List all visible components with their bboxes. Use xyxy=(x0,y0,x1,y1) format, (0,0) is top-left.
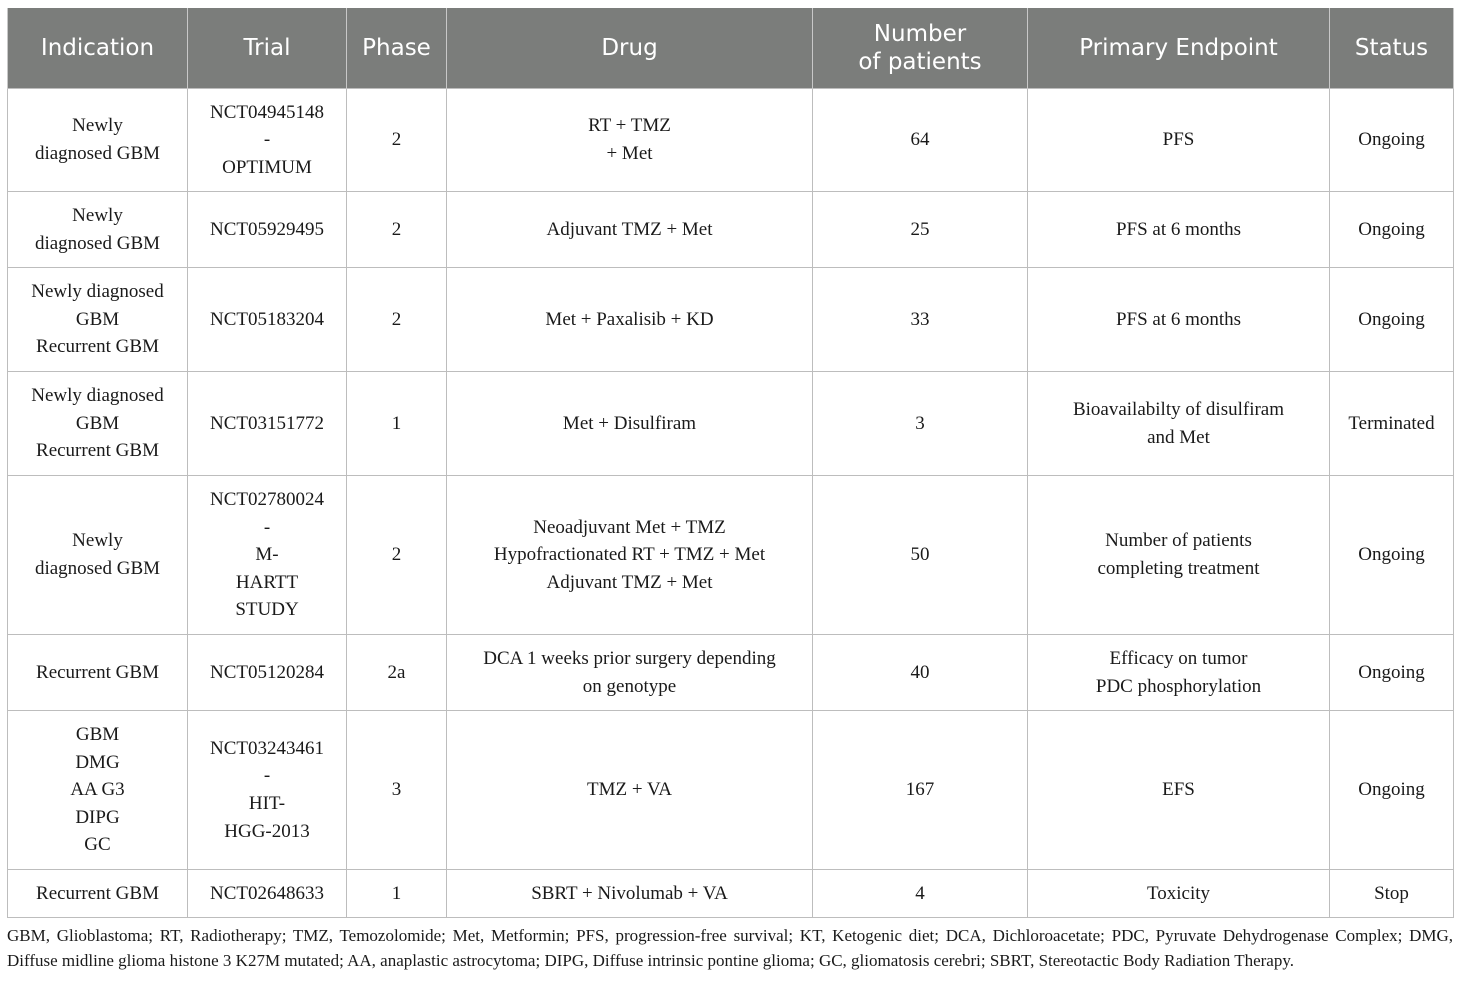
header-label-line: Primary Endpoint xyxy=(1079,35,1278,61)
cell-text-line: Efficacy on tumor xyxy=(1109,647,1248,669)
table-row xyxy=(8,372,1454,476)
cell-status xyxy=(1330,711,1454,870)
cell-trial xyxy=(188,372,347,476)
cell-text-line: Recurrent GBM xyxy=(36,882,159,904)
cell-endpoint xyxy=(1028,192,1330,268)
cell-indication xyxy=(8,192,188,268)
cell-text-line: Newly xyxy=(72,530,123,552)
header-label-line: Phase xyxy=(362,35,431,61)
cell-patients xyxy=(813,711,1028,870)
cell-text-line: 1 xyxy=(391,412,402,434)
cell-text-line: GBM xyxy=(75,308,120,330)
cell-text-line: Bioavailabilty of disulfiram xyxy=(1072,398,1285,420)
cell-text-line: Stop xyxy=(1374,882,1409,904)
table-row xyxy=(8,89,1454,192)
cell-text-line: NCT05183204 xyxy=(210,308,324,330)
cell-text-line: 2 xyxy=(391,308,402,330)
cell-text-line: TMZ + VA xyxy=(587,779,672,801)
cell-patients xyxy=(813,870,1028,918)
cell-indication xyxy=(8,476,188,635)
cell-status xyxy=(1330,192,1454,268)
table-header-row xyxy=(8,8,1454,89)
cell-text-line: 50 xyxy=(910,544,930,566)
cell-text-line: 25 xyxy=(910,218,930,240)
cell-text-line: on genotype xyxy=(582,675,677,697)
clinical-trials-table xyxy=(7,8,1454,918)
table-row xyxy=(8,635,1454,711)
cell-status xyxy=(1330,635,1454,711)
cell-text-line: Adjuvant TMZ + Met xyxy=(546,571,713,593)
cell-text-line: HGG-2013 xyxy=(224,820,310,842)
cell-text-line: Recurrent GBM xyxy=(36,440,159,462)
cell-text-line: DMG xyxy=(75,751,120,773)
cell-trial xyxy=(188,870,347,918)
cell-patients xyxy=(813,372,1028,476)
header-label-line: Trial xyxy=(243,35,291,61)
table-container xyxy=(7,8,1453,918)
cell-text-line: 40 xyxy=(910,661,930,683)
cell-trial xyxy=(188,268,347,372)
cell-text-line: PFS at 6 months xyxy=(1115,218,1242,240)
cell-text-line: Newly xyxy=(72,204,123,226)
cell-text-line: PDC phosphorylation xyxy=(1095,675,1262,697)
cell-patients xyxy=(813,476,1028,635)
header-label-line: Indication xyxy=(40,35,155,61)
cell-phase xyxy=(347,711,447,870)
cell-text-line: NCT03151772 xyxy=(210,412,324,434)
cell-text-line: Met + Disulfiram xyxy=(562,412,697,434)
cell-text-line: NCT02780024 xyxy=(210,489,324,511)
cell-text-line: diagnosed GBM xyxy=(34,558,161,579)
cell-text-line: GC xyxy=(84,834,111,856)
cell-text-line: 2a xyxy=(387,661,406,683)
cell-text-line: AA G3 xyxy=(70,779,125,801)
cell-text-line: SBRT + Nivolumab + VA xyxy=(531,882,728,904)
cell-text-line: and Met xyxy=(1147,426,1210,448)
header-drug xyxy=(447,8,813,89)
cell-text-line: Ongoing xyxy=(1358,308,1425,330)
cell-text-line: NCT04945148 xyxy=(210,101,324,123)
cell-text-line: NCT05120284 xyxy=(210,661,324,683)
cell-patients xyxy=(813,89,1028,192)
cell-text-line: 33 xyxy=(910,308,930,330)
table-row xyxy=(8,711,1454,870)
cell-text-line: 2 xyxy=(391,218,402,240)
cell-text-line: PFS xyxy=(1162,129,1195,151)
cell-endpoint xyxy=(1028,870,1330,918)
cell-text-line: completing treatment xyxy=(1097,558,1260,579)
cell-status xyxy=(1330,372,1454,476)
cell-text-line: NCT05929495 xyxy=(210,218,324,240)
cell-text-line: Ongoing xyxy=(1358,779,1425,801)
cell-indication xyxy=(8,870,188,918)
cell-indication xyxy=(8,372,188,476)
header-indication xyxy=(8,8,188,89)
cell-text-line: Newly xyxy=(72,115,123,137)
cell-text-line: NCT02648633 xyxy=(210,882,324,904)
cell-text-line: M- xyxy=(255,544,279,566)
table-row xyxy=(8,476,1454,635)
cell-text-line: - xyxy=(263,516,271,538)
cell-text-line: RT + TMZ xyxy=(588,115,671,137)
header-primary-endpoint xyxy=(1028,8,1330,89)
cell-drug xyxy=(447,711,813,870)
cell-text-line: Met + Paxalisib + KD xyxy=(545,308,714,330)
cell-text-line: Ongoing xyxy=(1358,129,1425,151)
cell-text-line: Recurrent GBM xyxy=(36,336,159,358)
cell-trial xyxy=(188,711,347,870)
cell-endpoint xyxy=(1028,268,1330,372)
header-phase xyxy=(347,8,447,89)
cell-indication xyxy=(8,268,188,372)
cell-phase xyxy=(347,268,447,372)
cell-text-line: GBM xyxy=(75,724,120,746)
cell-status xyxy=(1330,476,1454,635)
cell-phase xyxy=(347,870,447,918)
cell-drug xyxy=(447,372,813,476)
cell-drug xyxy=(447,476,813,635)
cell-text-line: Ongoing xyxy=(1358,218,1425,240)
cell-text-line: PFS at 6 months xyxy=(1115,308,1242,330)
cell-indication xyxy=(8,89,188,192)
cell-drug xyxy=(447,192,813,268)
cell-phase xyxy=(347,372,447,476)
cell-text-line: - xyxy=(263,129,271,151)
cell-indication xyxy=(8,635,188,711)
cell-text-line: Hypofractionated RT + TMZ + Met xyxy=(493,544,766,566)
table-row xyxy=(8,268,1454,372)
header-label-line: Status xyxy=(1354,35,1429,61)
table-footnote: GBM, Glioblastoma; RT, Radiotherapy; TMZ, Temozolomide; Met, Metformin; PFS, progression-free survival; KT, Ketogenic diet; DCA, Dichloroacetate; PDC, Pyruvate Dehydrogenase Complex; DMG, Diffuse midline glioma histone 3 K27M mutated; AA, anaplastic astrocytoma; DIPG, Diffuse intrinsic pontine glioma; GC, gliomatosis cerebri; SBRT, Stereotactic Body Radiation Therapy. xyxy=(7,926,1453,970)
cell-text-line: DIPG xyxy=(75,806,120,828)
cell-patients xyxy=(813,635,1028,711)
cell-text-line: 4 xyxy=(915,882,925,904)
cell-text-line: NCT03243461 xyxy=(210,737,324,759)
cell-patients xyxy=(813,268,1028,372)
header-trial xyxy=(188,8,347,89)
cell-status xyxy=(1330,870,1454,918)
header-label-line: of patients xyxy=(858,49,982,75)
cell-text-line: Number of patients xyxy=(1105,530,1252,552)
cell-status xyxy=(1330,89,1454,192)
cell-drug xyxy=(447,635,813,711)
cell-text-line: Terminated xyxy=(1348,412,1435,434)
cell-phase xyxy=(347,476,447,635)
cell-phase xyxy=(347,635,447,711)
cell-drug xyxy=(447,870,813,918)
cell-text-line: - xyxy=(263,765,271,787)
cell-status xyxy=(1330,268,1454,372)
cell-text-line: 3 xyxy=(915,412,925,434)
cell-patients xyxy=(813,192,1028,268)
table-row xyxy=(8,192,1454,268)
cell-text-line: Ongoing xyxy=(1358,661,1425,683)
cell-text-line: 64 xyxy=(910,129,930,151)
cell-text-line: EFS xyxy=(1162,779,1195,801)
header-label-line: Number xyxy=(873,21,967,47)
cell-text-line: DCA 1 weeks prior surgery depending xyxy=(483,647,776,669)
cell-indication xyxy=(8,711,188,870)
cell-text-line: HIT- xyxy=(248,793,286,814)
cell-trial xyxy=(188,476,347,635)
cell-text-line: 1 xyxy=(391,882,402,904)
cell-text-line: Adjuvant TMZ + Met xyxy=(546,218,713,240)
cell-text-line: diagnosed GBM xyxy=(34,232,161,254)
table-body xyxy=(8,89,1454,918)
cell-text-line: 3 xyxy=(391,779,402,801)
cell-text-line: OPTIMUM xyxy=(222,156,312,178)
cell-text-line: Ongoing xyxy=(1358,544,1425,566)
cell-text-line: Toxicity xyxy=(1146,882,1211,904)
table-row xyxy=(8,870,1454,918)
cell-trial xyxy=(188,89,347,192)
cell-text-line: Recurrent GBM xyxy=(36,661,159,683)
cell-phase xyxy=(347,89,447,192)
cell-phase xyxy=(347,192,447,268)
cell-text-line: 2 xyxy=(391,129,402,151)
cell-endpoint xyxy=(1028,89,1330,192)
header-status xyxy=(1330,8,1454,89)
cell-trial xyxy=(188,192,347,268)
cell-text-line: + Met xyxy=(606,143,653,164)
cell-drug xyxy=(447,268,813,372)
header-number-of-patients xyxy=(813,8,1028,89)
cell-text-line: 2 xyxy=(391,544,402,566)
cell-text-line: HARTT xyxy=(235,571,299,593)
header-label-line: Drug xyxy=(601,35,658,61)
cell-text-line: Newly diagnosed xyxy=(31,281,164,303)
cell-text-line: Newly diagnosed xyxy=(31,385,164,407)
cell-drug xyxy=(447,89,813,192)
cell-endpoint xyxy=(1028,635,1330,711)
cell-trial xyxy=(188,635,347,711)
cell-text-line: STUDY xyxy=(235,599,299,621)
cell-text-line: 167 xyxy=(905,779,935,801)
cell-endpoint xyxy=(1028,711,1330,870)
cell-endpoint xyxy=(1028,372,1330,476)
cell-text-line: diagnosed GBM xyxy=(34,143,161,164)
cell-text-line: GBM xyxy=(75,412,120,434)
cell-text-line: Neoadjuvant Met + TMZ xyxy=(533,516,726,538)
cell-endpoint xyxy=(1028,476,1330,635)
